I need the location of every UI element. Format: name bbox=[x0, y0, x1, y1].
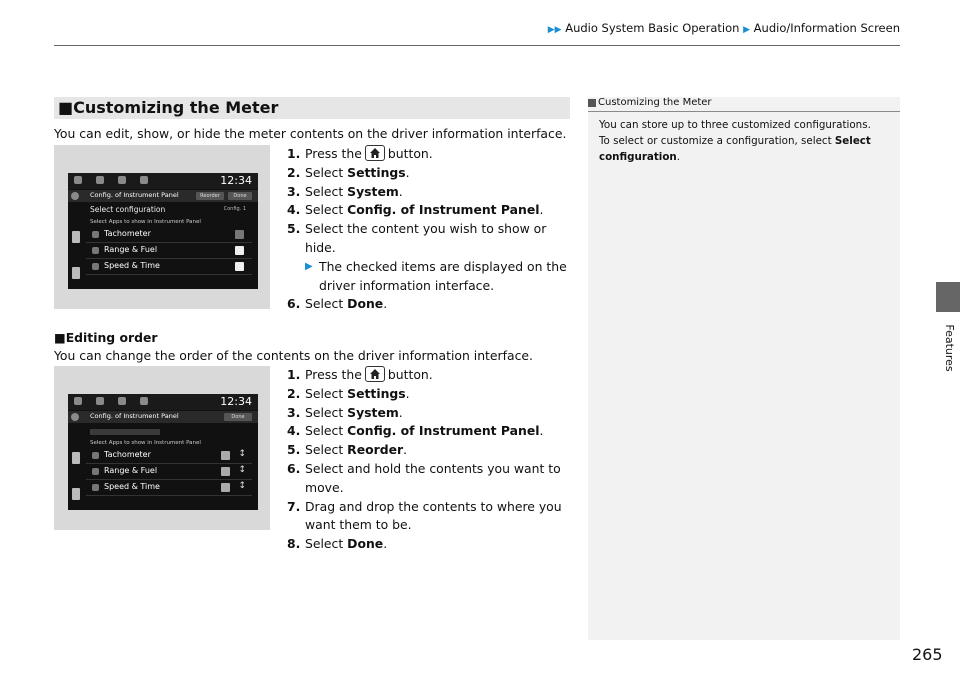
step-keyword: Reorder bbox=[347, 442, 404, 458]
step-keyword: Settings bbox=[347, 385, 406, 401]
home-button-icon bbox=[365, 145, 385, 161]
step bbox=[287, 201, 567, 220]
page-number: 265 bbox=[912, 645, 943, 664]
note-text: . bbox=[676, 151, 681, 163]
fm-icon bbox=[118, 397, 126, 405]
checkbox[interactable] bbox=[235, 262, 244, 271]
note-line: You can store up to three customized configurations. bbox=[599, 119, 871, 131]
step-text: move. bbox=[305, 479, 344, 495]
checkbox[interactable] bbox=[235, 230, 244, 239]
step bbox=[287, 535, 562, 554]
disabled-row-placeholder bbox=[90, 429, 160, 435]
step-text: Press the bbox=[305, 146, 362, 161]
drag-handle-icon[interactable]: ↕ bbox=[238, 449, 246, 459]
step-number: 2. bbox=[287, 164, 301, 180]
step-keyword: Done bbox=[347, 296, 384, 312]
subsection-intro: You can change the order of the contents on the driver information interface. bbox=[54, 348, 533, 363]
list-item[interactable] bbox=[86, 464, 252, 480]
list-item[interactable] bbox=[86, 480, 252, 496]
step-text: Select the content you wish to show or bbox=[305, 221, 547, 237]
step-text: button. bbox=[387, 367, 433, 382]
select-configuration-row bbox=[82, 425, 252, 437]
tachometer-icon bbox=[92, 452, 99, 459]
checkbox[interactable] bbox=[221, 451, 230, 460]
scroll-down-button[interactable] bbox=[72, 267, 80, 279]
drag-handle-icon[interactable]: ↕ bbox=[238, 465, 246, 475]
step-keyword: System bbox=[347, 404, 399, 420]
step-number: 6. bbox=[287, 460, 301, 476]
step bbox=[287, 498, 562, 517]
list-item-label: Range & Fuel bbox=[104, 245, 158, 254]
step-keyword: System bbox=[347, 183, 399, 199]
select-configuration-value: Config. 1 bbox=[223, 206, 246, 212]
fm-icon bbox=[118, 176, 126, 184]
phone-icon bbox=[74, 176, 82, 184]
sidebar-note-title: Customizing the Meter bbox=[598, 97, 712, 108]
step-continued bbox=[287, 479, 562, 498]
tachometer-icon bbox=[92, 231, 99, 238]
step-number: 5. bbox=[287, 442, 301, 458]
reorder-button[interactable]: Reorder bbox=[196, 192, 224, 200]
list-item-label: Tachometer bbox=[104, 450, 151, 459]
step bbox=[287, 164, 567, 183]
screen-title-bar bbox=[68, 411, 258, 423]
screenshot-config-panel bbox=[54, 145, 270, 309]
step bbox=[287, 441, 562, 460]
done-button[interactable]: Done bbox=[224, 413, 252, 421]
step bbox=[287, 385, 562, 404]
step-text: . bbox=[383, 536, 388, 552]
step-text: . bbox=[398, 404, 403, 420]
step-text: Select bbox=[305, 296, 348, 312]
step-text: Select bbox=[305, 423, 348, 439]
step-text: Drag and drop the contents to where you bbox=[305, 498, 562, 514]
step bbox=[287, 183, 567, 202]
step-text: Select bbox=[305, 404, 348, 420]
step-text: . bbox=[403, 442, 408, 458]
step bbox=[287, 422, 562, 441]
step-text: Select bbox=[305, 183, 348, 199]
step-continued bbox=[287, 239, 567, 258]
reference-icon bbox=[588, 99, 596, 107]
note-keyword: Select bbox=[834, 135, 871, 147]
scroll-up-button[interactable] bbox=[72, 231, 80, 243]
section-intro: You can edit, show, or hide the meter contents on the driver information interface. bbox=[54, 126, 567, 141]
apps-list bbox=[86, 227, 252, 275]
step bbox=[287, 220, 567, 239]
step-keyword: Config. of Instrument Panel bbox=[347, 423, 540, 439]
screen-caption: Select Apps to show in Instrument Panel bbox=[90, 440, 201, 446]
step-text: . bbox=[405, 385, 410, 401]
sidebar-note-header bbox=[588, 97, 900, 112]
chevron-right-icon: ▶▶ bbox=[547, 25, 562, 35]
note-line bbox=[599, 133, 871, 149]
select-configuration-label: Select configuration bbox=[90, 205, 166, 214]
note-keyword: configuration bbox=[599, 151, 677, 163]
screen-title-bar bbox=[68, 190, 258, 202]
scroll-up-button[interactable] bbox=[72, 452, 80, 464]
step-text: . bbox=[398, 183, 403, 199]
step-text: Select bbox=[305, 164, 348, 180]
screen-status-bar bbox=[68, 394, 258, 410]
fuel-icon bbox=[92, 247, 99, 254]
step-text: Select bbox=[305, 202, 348, 218]
step-number: 3. bbox=[287, 183, 301, 199]
step-text: . bbox=[539, 202, 544, 218]
step-text: button. bbox=[387, 146, 433, 161]
chapter-label: Features bbox=[943, 324, 956, 372]
step-keyword: Settings bbox=[347, 164, 406, 180]
section-heading bbox=[54, 97, 570, 119]
step-text: Press the bbox=[305, 367, 362, 382]
step-keyword: Done bbox=[347, 536, 384, 552]
step-text: Select bbox=[305, 385, 348, 401]
step-keyword: Config. of Instrument Panel bbox=[347, 202, 540, 218]
header-divider bbox=[54, 45, 900, 46]
checkbox[interactable] bbox=[235, 246, 244, 255]
gear-icon bbox=[71, 413, 79, 421]
step-number: 1. bbox=[287, 367, 301, 382]
step-number: 3. bbox=[287, 404, 301, 420]
chevron-right-icon: ▶ bbox=[743, 25, 751, 35]
head-unit-screen bbox=[68, 173, 258, 289]
step-number: 5. bbox=[287, 221, 301, 237]
home-button-icon bbox=[365, 366, 385, 382]
note-text: driver information interface. bbox=[319, 277, 495, 293]
gear-icon bbox=[71, 192, 79, 200]
breadcrumb bbox=[548, 21, 900, 35]
drag-handle-icon[interactable]: ↕ bbox=[238, 481, 246, 491]
screenshot-reorder-panel bbox=[54, 366, 270, 530]
list-item-label: Speed & Time bbox=[104, 261, 160, 270]
note-text: The checked items are displayed on the bbox=[319, 258, 567, 274]
step-text: . bbox=[539, 423, 544, 439]
step-text: Select bbox=[305, 536, 348, 552]
step-number: 8. bbox=[287, 536, 301, 552]
screen-title: Config. of Instrument Panel bbox=[90, 412, 179, 420]
sidebar-note bbox=[588, 97, 900, 640]
section-title: ■Customizing the Meter bbox=[58, 98, 279, 117]
breadcrumb-item[interactable]: Audio System Basic Operation bbox=[565, 21, 740, 35]
step-text: want them to be. bbox=[305, 517, 412, 533]
phone-icon bbox=[74, 397, 82, 405]
steps-customizing bbox=[287, 145, 567, 314]
list-item[interactable] bbox=[86, 448, 252, 464]
step-text: hide. bbox=[305, 239, 336, 255]
select-configuration-row[interactable] bbox=[82, 204, 252, 216]
head-unit-screen bbox=[68, 394, 258, 510]
subsection-heading: ■Editing order bbox=[54, 330, 158, 345]
step-continued bbox=[287, 516, 562, 535]
step-text: Select and hold the contents you want to bbox=[305, 460, 561, 476]
step-number: 4. bbox=[287, 202, 301, 218]
step-note-continued bbox=[287, 277, 567, 296]
step-number: 7. bbox=[287, 498, 301, 514]
step bbox=[287, 295, 567, 314]
step-note bbox=[287, 258, 567, 277]
clock: 12:34 bbox=[220, 395, 252, 408]
clock: 12:34 bbox=[220, 174, 252, 187]
speed-icon bbox=[92, 484, 99, 491]
screen-title: Config. of Instrument Panel bbox=[90, 191, 179, 199]
step bbox=[287, 460, 562, 479]
list-item[interactable] bbox=[86, 259, 252, 275]
screen-caption: Select Apps to show in Instrument Panel bbox=[90, 219, 201, 225]
step-number: 2. bbox=[287, 385, 301, 401]
list-item-label: Tachometer bbox=[104, 229, 151, 238]
checkbox[interactable] bbox=[221, 483, 230, 492]
app-icon bbox=[140, 397, 148, 405]
screen-status-bar bbox=[68, 173, 258, 189]
list-item[interactable] bbox=[86, 243, 252, 259]
step-text: . bbox=[405, 164, 410, 180]
step bbox=[287, 145, 567, 164]
list-item[interactable] bbox=[86, 227, 252, 243]
page-header bbox=[0, 0, 960, 46]
steps-editing-order bbox=[287, 366, 562, 554]
step-number: 4. bbox=[287, 423, 301, 439]
scroll-down-button[interactable] bbox=[72, 488, 80, 500]
sidebar-note-body bbox=[599, 117, 871, 165]
navigation-icon bbox=[96, 397, 104, 405]
done-button[interactable]: Done bbox=[228, 192, 252, 200]
step-text: Select bbox=[305, 442, 348, 458]
navigation-icon bbox=[96, 176, 104, 184]
step-number: 6. bbox=[287, 296, 301, 312]
step-number: 1. bbox=[287, 146, 301, 161]
app-icon bbox=[140, 176, 148, 184]
chapter-tab[interactable] bbox=[936, 282, 960, 312]
checkbox[interactable] bbox=[221, 467, 230, 476]
breadcrumb-item[interactable]: Audio/Information Screen bbox=[753, 21, 900, 35]
apps-list bbox=[86, 448, 252, 496]
fuel-icon bbox=[92, 468, 99, 475]
step bbox=[287, 366, 562, 385]
step bbox=[287, 404, 562, 423]
note-line bbox=[599, 149, 871, 165]
note-arrow-icon: ▶ bbox=[305, 260, 313, 272]
speed-icon bbox=[92, 263, 99, 270]
note-text: To select or customize a configuration, select bbox=[599, 135, 835, 147]
step-text: . bbox=[383, 296, 388, 312]
list-item-label: Range & Fuel bbox=[104, 466, 158, 475]
list-item-label: Speed & Time bbox=[104, 482, 160, 491]
